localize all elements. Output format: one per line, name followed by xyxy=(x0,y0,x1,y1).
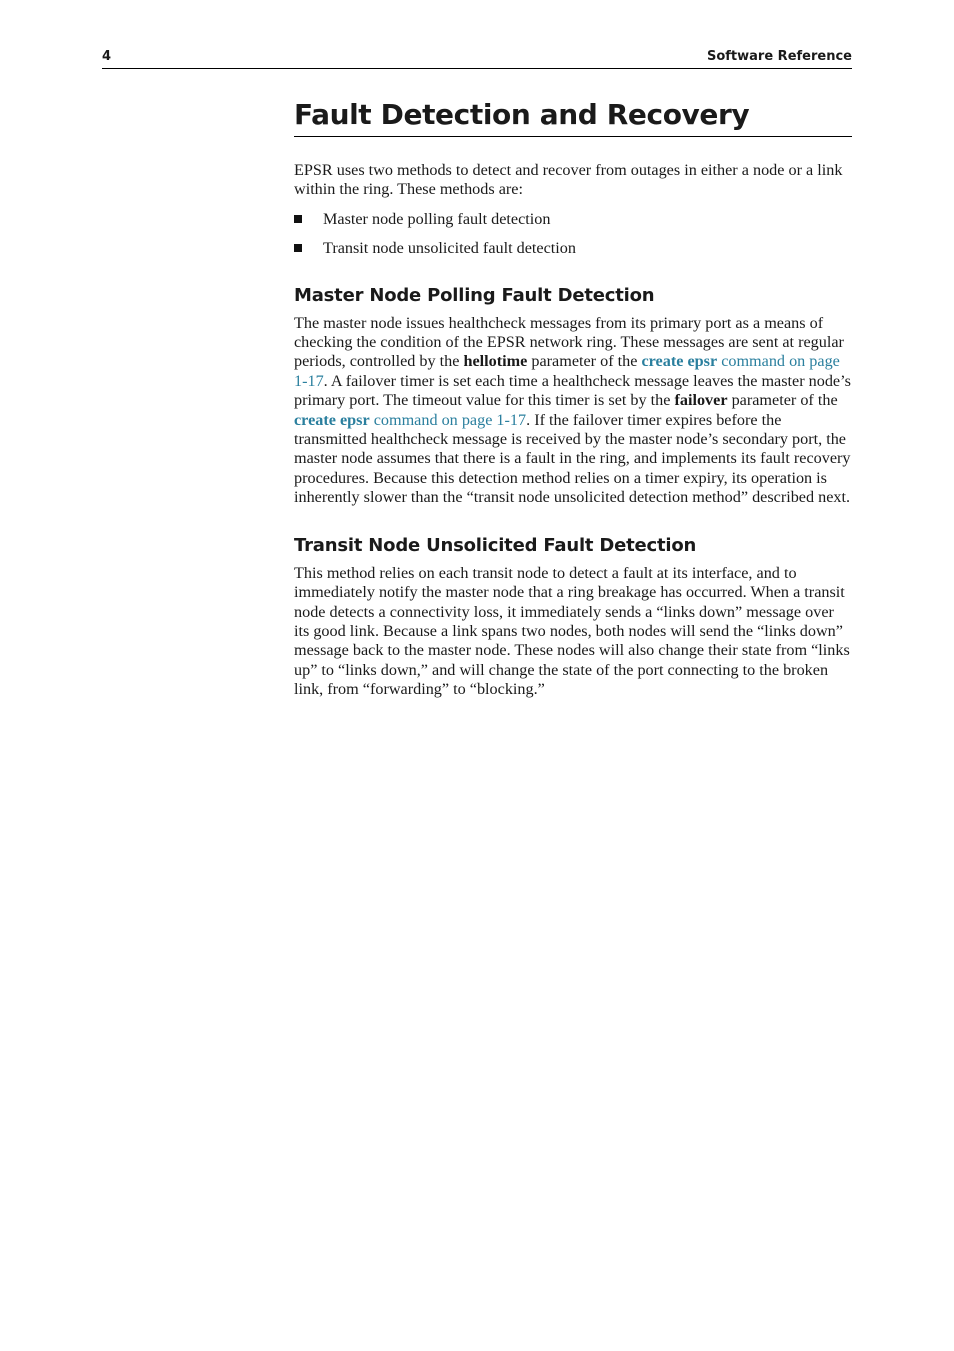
link-command: create epsr xyxy=(294,410,370,429)
main-content xyxy=(294,96,852,700)
transit-node-paragraph: This method relies on each transit node to detect a fault at its interface, and to immediately notify the master node that a ring breakage has occurred. When a transit node detects a connectivity loss, it immediately sends a “links down” message over its good link. Because a link spans two nodes, both nodes will send the “links down” message back to the master node. These nodes will also change their state from “links up” to “links down,” and will change the state of the port connecting to the broken link, from “forwarding” to “blocking.” xyxy=(294,563,850,699)
page-number: 4 xyxy=(102,49,112,64)
text-run: The master node issues healthcheck messages from its primary port as a means of checking the condition of the EPSR network ring. These messages are sent at regular periods, controlled by the xyxy=(294,313,844,371)
param-hellotime: hellotime xyxy=(463,352,528,371)
create-epsr-link[interactable] xyxy=(294,411,526,429)
running-title: Software Reference xyxy=(706,49,852,64)
list-item-label: Transit node unsolicited fault detection xyxy=(323,239,576,258)
page-title: Fault Detection and Recovery xyxy=(294,96,852,137)
list-item-label: Master node polling fault detection xyxy=(323,209,551,228)
text-run: parameter of the xyxy=(727,391,838,410)
master-node-paragraph xyxy=(294,314,852,508)
intro-paragraph: EPSR uses two methods to detect and recover from outages in either a node or a link within the ring. These methods are: xyxy=(294,161,843,199)
link-command: create epsr xyxy=(641,352,718,371)
link-page-ref: command on page 1-17 xyxy=(294,352,840,390)
text-run: . A failover timer is set each time a healthcheck message leaves the master node’s primary port. The timeout value for this timer is set by the xyxy=(294,371,851,410)
section-heading-transit: Transit Node Unsolicited Fault Detection xyxy=(294,534,697,556)
page-header xyxy=(102,48,852,69)
square-bullet-icon xyxy=(294,215,302,223)
section-heading-master: Master Node Polling Fault Detection xyxy=(294,284,655,306)
text-run: . If the failover timer expires before the transmitted healthcheck message is received by the master node’s secondary port, the master node assumes that there is a fault in the ring, and implements its fault recovery procedures. Because this detection method relies on a timer expiry, its operation is inherently slower than the “transit node unsolicited detection method” described next. xyxy=(294,410,851,507)
text-run: parameter of the xyxy=(527,352,642,371)
link-page-ref: command on page 1-17 xyxy=(369,410,527,429)
methods-list xyxy=(294,210,852,259)
param-failover: failover xyxy=(674,391,728,410)
square-bullet-icon xyxy=(294,244,302,252)
list-item xyxy=(294,210,852,229)
list-item xyxy=(294,239,852,258)
